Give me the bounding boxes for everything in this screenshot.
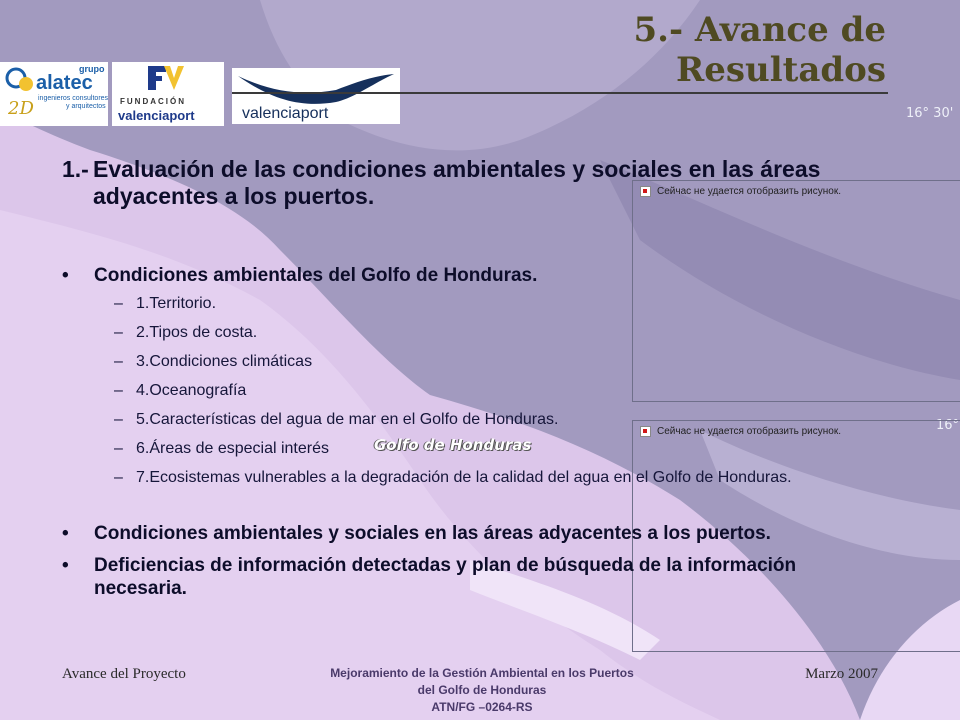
sub-item-marker: – <box>114 440 123 457</box>
broken-image-text: Сейчас не удается отобразить рисунок. <box>657 186 841 197</box>
fundacion-label: FUNDACIÓN <box>120 97 186 106</box>
bullet-text: Condiciones ambientales y sociales en las áreas adyacentes a los puertos. <box>94 523 771 544</box>
sub-item-marker: – <box>114 353 123 370</box>
sub-item-marker: – <box>114 469 123 486</box>
footer-center-line: ATN/FG –0264-RS <box>431 700 533 714</box>
valenciaport-text: valenciaport <box>242 105 329 122</box>
title-divider <box>232 92 888 94</box>
footer-center-line: Mejoramiento de la Gestión Ambiental en los Puertos <box>330 666 634 680</box>
sub-item <box>114 410 874 429</box>
alatec-tagline: y arquitectos <box>66 103 106 110</box>
sub-item <box>114 323 874 342</box>
broken-image-text: Сейчас не удается отобразить рисунок. <box>657 426 841 437</box>
logo-valenciaport <box>232 68 400 124</box>
alatec-logo-icon <box>0 62 108 126</box>
alatec-grupo: grupo <box>79 64 105 74</box>
map-label-golfo: Golfo de Honduras <box>374 436 532 454</box>
sub-item-text: 6.Áreas de especial interés <box>136 440 329 457</box>
bullet-text: Deficiencias de información detectadas y plan de búsqueda de la información necesaria. <box>94 555 797 599</box>
sub-item-marker: – <box>114 295 123 312</box>
slide-title-line: Resultados <box>676 50 886 90</box>
logo-alatec <box>0 62 108 126</box>
alatec-mark: 2D <box>8 98 34 119</box>
bullet-item <box>62 264 892 287</box>
bullet-marker: • <box>62 523 69 544</box>
sub-item-text: 5.Características del agua de mar en el Golfo de Honduras. <box>136 411 559 428</box>
sub-item-text: 1.Territorio. <box>136 295 217 312</box>
sub-item <box>114 294 874 313</box>
section-heading <box>62 156 862 210</box>
section-number: 1.- <box>62 156 89 182</box>
fundacion-brand: valenciaport <box>118 108 195 123</box>
sub-item <box>114 381 874 400</box>
sub-item-text: 2.Tipos de costa. <box>136 324 258 341</box>
bullet-marker: • <box>62 265 69 286</box>
sub-item-text: 7.Ecosistemas vulnerables a la degradación de la calidad del agua en el Golfo de Honduras. <box>136 469 792 486</box>
alatec-tagline: ingenieros consultores <box>38 95 108 102</box>
footer-center-line: del Golfo de Honduras <box>417 683 547 697</box>
section-heading-text: Evaluación de las condiciones ambientales y sociales en las áreas adyacentes a los puertos. <box>93 156 821 209</box>
sub-item-marker: – <box>114 382 123 399</box>
slide-title <box>633 10 886 90</box>
sub-item-marker: – <box>114 324 123 341</box>
footer-right: Marzo 2007 <box>805 666 878 682</box>
sub-item-text: 4.Oceanografía <box>136 382 247 399</box>
bullet-marker: • <box>62 555 69 576</box>
fundacion-logo-icon <box>112 62 224 126</box>
bullet-text: Condiciones ambientales del Golfo de Honduras. <box>94 265 538 286</box>
latitude-label: 16° <box>936 418 960 433</box>
footer-center <box>282 665 682 716</box>
latitude-label: 16° 30' <box>906 106 954 121</box>
footer-left: Avance del Proyecto <box>62 666 186 682</box>
logo-fundacion-valenciaport <box>112 62 224 126</box>
sub-item-marker: – <box>114 411 123 428</box>
sub-item-text: 3.Condiciones climáticas <box>136 353 313 370</box>
alatec-brand: alatec <box>36 72 93 94</box>
sub-item <box>114 468 874 487</box>
bullet-item <box>62 554 822 600</box>
valenciaport-logo-icon <box>232 68 400 124</box>
sub-item <box>114 352 874 371</box>
slide-title-line: 5.- Avance de <box>633 10 886 50</box>
bullet-item <box>62 522 892 545</box>
